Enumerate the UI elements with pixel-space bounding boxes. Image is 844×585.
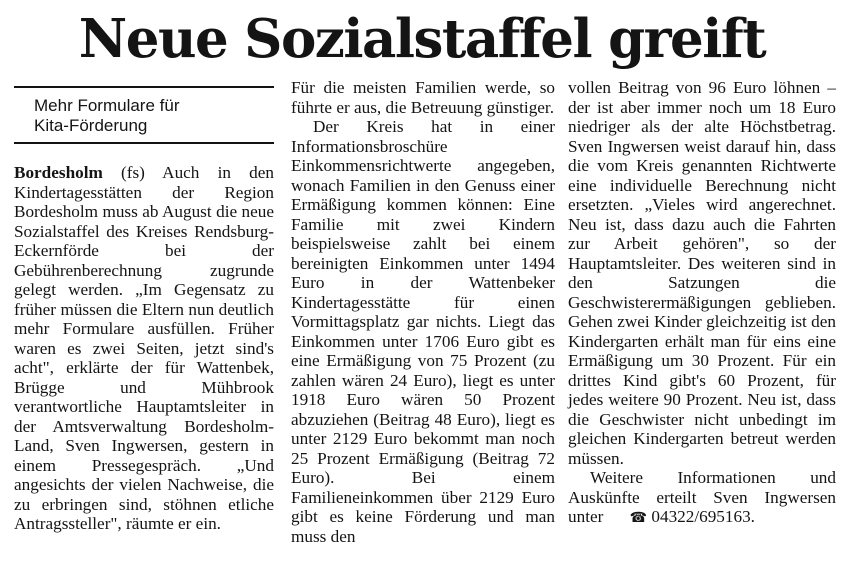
article-column-1 xyxy=(14,86,274,534)
paragraph-cost-savings: Für die meisten Familien werde, so führte er aus, die Betreuung günstiger. xyxy=(291,78,555,117)
article-column-2 xyxy=(291,78,555,546)
telephone-icon: ☎ xyxy=(629,511,648,526)
phone-number: 04322/695163. xyxy=(647,507,755,526)
kicker-box xyxy=(14,86,274,144)
paragraph-intro xyxy=(14,163,274,534)
article-column-3 xyxy=(568,78,836,529)
contact-text: Weitere Informationen und Auskünfte erteilt Sven Ingwersen unter xyxy=(568,468,836,526)
paragraph-sibling-discounts: vollen Beitrag von 96 Euro löhnen – der ist aber immer noch um 18 Euro niedriger als der alte Höchstbetrag. Sven Ingwersen weist darauf hin, dass die vom Kreis genannten Richtwerte eine individuelle Berechnung nicht ersetzten. „Vieles wird angerechnet. Neu ist, dass dazu auch die Fahrten zur Arbeit gehören", so der Hauptamtsleiter. Des weiteren sind in den Satzungen die Geschwisterermäßigungen geblieben. Gehen zwei Kinder gleichzeitig ist den Kindergarten erhält man für eins eine Ermäßigung um 30 Prozent. Für ein drittes Kind gibt's 60 Prozent, für jedes weitere 90 Prozent. Neu ist, dass die Geschwister nicht unbedingt im gleichen Kindergarten betreut werden müssen. xyxy=(568,78,836,468)
paragraph-intro-text: (fs) Auch in den Kindertagesstätten der Region Bordesholm muss ab August die neue Sozialstaffel des Kreises Rendsburg-Eckernförde bei der Gebührenberechnung zugrunde gelegt werden. „Im Gegensatz zu früher müssen die Eltern nun deutlich mehr Formulare ausfüllen. Früher waren es zwei Seiten, jetzt sind's acht", erklärte der für Wattenbek, Brügge und Mühbrook verantwortliche Hauptamtsleiter in der Amtsverwaltung Bordesholm-Land, Sven Ingwersen, gestern in einem Pressegespräch. „Und angesichts der vielen Nachweise, die zu erbringen sind, stöhnen etliche Antragssteller", räumte er ein. xyxy=(14,163,274,533)
dateline: Bordesholm xyxy=(14,163,103,182)
headline: Neue Sozialstaffel greift xyxy=(78,8,766,70)
kicker-line-1: Mehr Formulare für xyxy=(34,96,180,115)
paragraph-income-thresholds: Der Kreis hat in einer Informationsbroschüre Einkommensrichtwerte angegeben, wonach Familien in den Genuss einer Ermäßigung kommen können: Eine Familie mit zwei Kindern beispielsweise zahlt bei einem bereinigten Einkommen unter 1494 Euro in der Wattenbeker Kindertagesstätte für einen Vormittagsplatz gar nichts. Liegt das Einkommen unter 1706 Euro gibt es eine Ermäßigung von 75 Prozent (zu zahlen wären 24 Euro), liegt es unter 1918 Euro wären 50 Prozent abzuziehen (Beitrag 48 Euro), liegt es unter 2129 Euro bekommt man noch 25 Prozent Ermäßigung (Beitrag 72 Euro). Bei einem Familieneinkommen über 2129 Euro gibt es keine Förderung und man muss den xyxy=(291,117,555,546)
kicker-line-2: Kita-Förderung xyxy=(34,116,148,135)
paragraph-contact xyxy=(568,468,836,529)
